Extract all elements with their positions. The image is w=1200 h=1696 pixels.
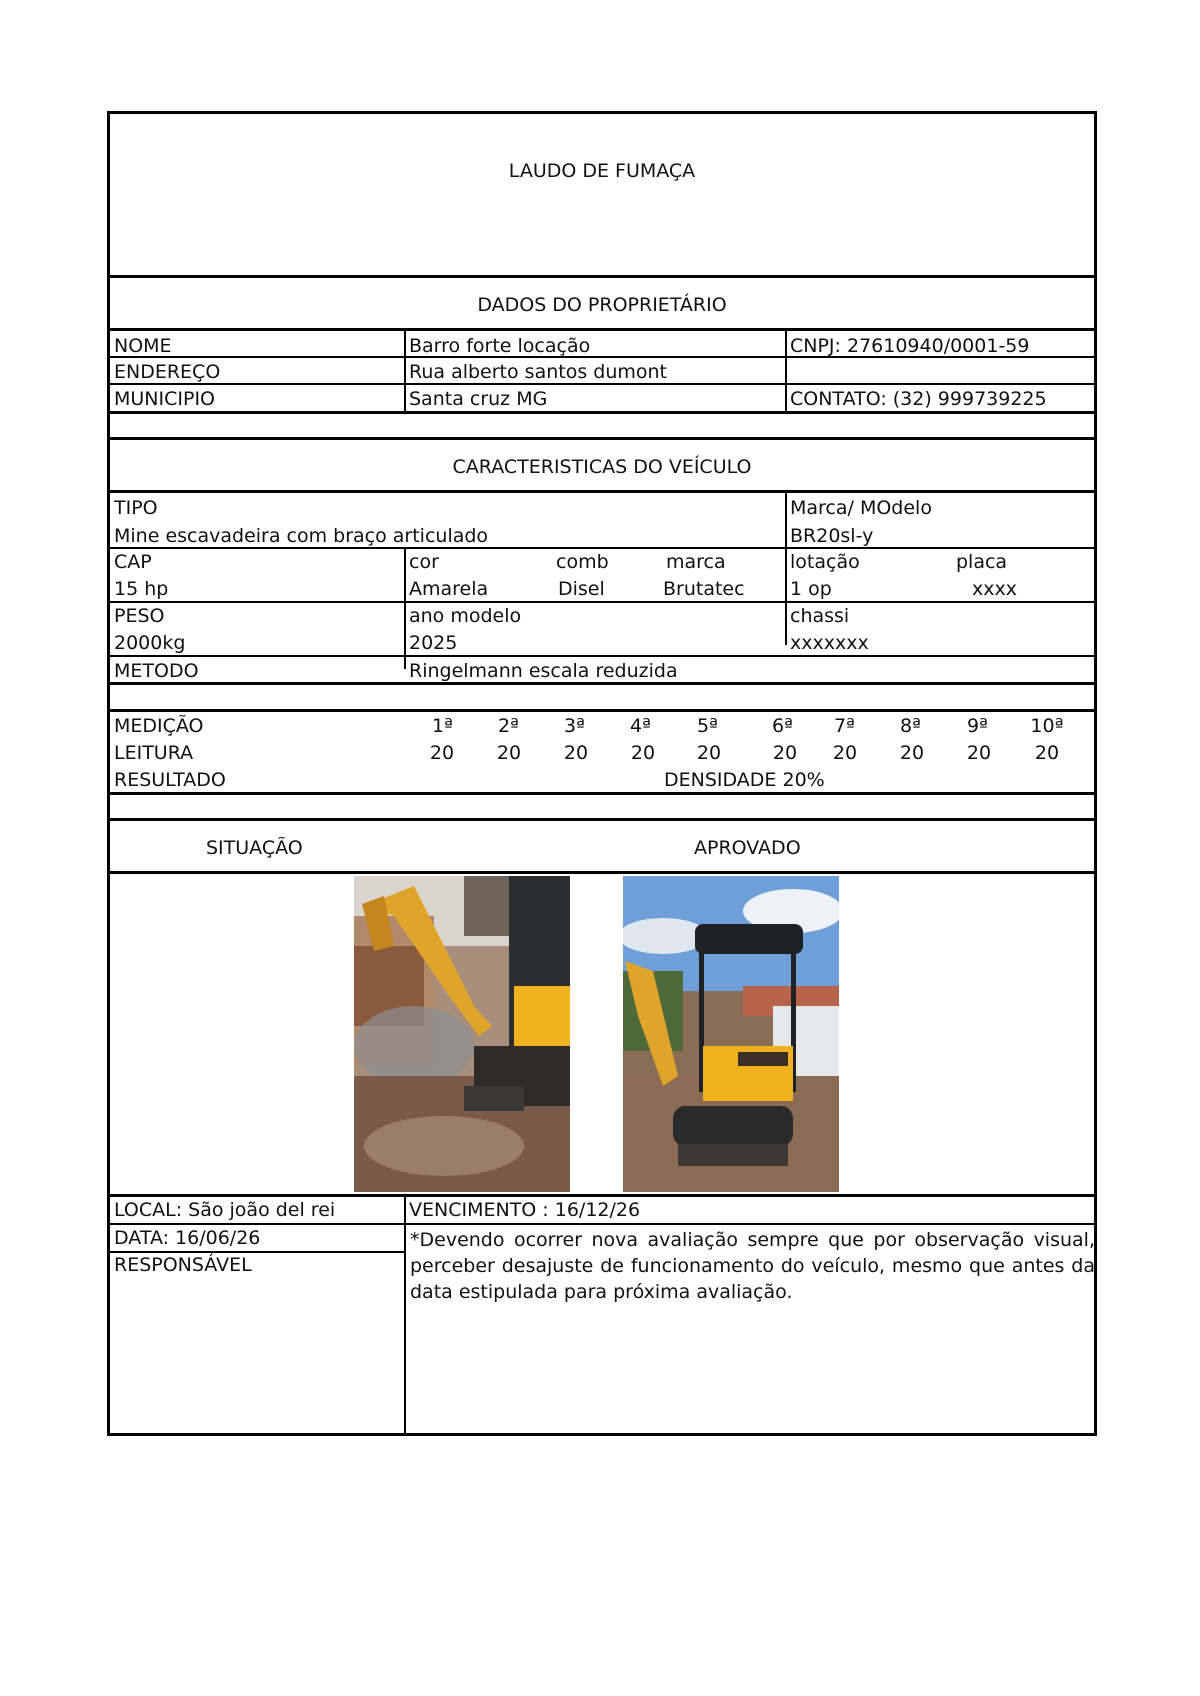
excavator-photo-2 xyxy=(623,876,839,1192)
leitura-value: 20 xyxy=(429,742,455,764)
cor-value: Amarela xyxy=(409,578,489,600)
data-value: DATA: 16/06/26 xyxy=(114,1227,261,1249)
col-divider xyxy=(785,490,787,645)
densidade-result: DENSIDADE 20% xyxy=(664,769,825,791)
placa-label: placa xyxy=(956,551,1008,573)
leitura-value: 20 xyxy=(496,742,522,764)
row-divider xyxy=(110,601,1094,603)
medicao-ordinal: 9ª xyxy=(966,715,989,737)
divider xyxy=(110,1194,1094,1197)
vehicle-section-title: CARACTERISTICAS DO VEÍCULO xyxy=(452,456,752,478)
lotacao-label: lotação xyxy=(790,551,860,573)
resultado-label: RESULTADO xyxy=(114,769,226,791)
marca-modelo-label: Marca/ MOdelo xyxy=(790,497,932,519)
cor-label: cor xyxy=(409,551,439,573)
responsavel-label: RESPONSÁVEL xyxy=(114,1254,252,1276)
medicao-ordinal: 5ª xyxy=(696,715,719,737)
medicao-ordinal: 2ª xyxy=(497,715,520,737)
marca-value: Brutatec xyxy=(663,578,745,600)
tipo-value: Mine escavadeira com braço articulado xyxy=(114,525,489,547)
leitura-label: LEITURA xyxy=(114,742,194,764)
medicao-label: MEDIÇÃO xyxy=(114,715,204,737)
municipio-label: MUNICIPIO xyxy=(114,388,216,410)
divider xyxy=(110,275,1094,278)
divider xyxy=(110,328,1094,331)
row-divider xyxy=(110,356,1094,358)
leitura-value: 20 xyxy=(1034,742,1060,764)
medicao-ordinal: 6ª xyxy=(771,715,794,737)
vencimento-value: VENCIMENTO : 16/12/26 xyxy=(409,1199,641,1221)
metodo-value: Ringelmann escala reduzida xyxy=(409,660,678,682)
chassi-label: chassi xyxy=(790,605,850,627)
col-divider xyxy=(404,328,406,413)
situacao-label: SITUAÇÃO xyxy=(206,837,303,859)
peso-label: PESO xyxy=(114,605,165,627)
ano-modelo-label: ano modelo xyxy=(409,605,522,627)
comb-value: Disel xyxy=(558,578,605,600)
reevaluation-note: *Devendo ocorrer nova avaliação sempre que por observação visual, perceber desajuste de funcionamento do veículo, mesmo que antes da data estipulada para próxima avaliação. xyxy=(410,1229,1095,1303)
peso-value: 2000kg xyxy=(114,632,186,654)
metodo-label: METODO xyxy=(114,660,199,682)
leitura-value: 20 xyxy=(772,742,798,764)
endereco-value: Rua alberto santos dumont xyxy=(409,361,667,383)
nome-label: NOME xyxy=(114,335,172,357)
contato-value: CONTATO: (32) 999739225 xyxy=(790,388,1047,410)
row-divider xyxy=(110,1251,404,1253)
medicao-ordinal: 4ª xyxy=(629,715,652,737)
leitura-value: 20 xyxy=(966,742,992,764)
row-divider xyxy=(110,1223,1094,1225)
nome-value: Barro forte locação xyxy=(409,335,591,357)
divider xyxy=(110,490,1094,493)
lotacao-value: 1 op xyxy=(790,578,832,600)
col-divider xyxy=(785,328,787,413)
medicao-ordinal: 1ª xyxy=(431,715,454,737)
situacao-value: APROVADO xyxy=(694,837,801,859)
row-divider xyxy=(110,383,1094,385)
leitura-value: 20 xyxy=(630,742,656,764)
cap-label: CAP xyxy=(114,551,152,573)
divider xyxy=(110,682,1094,685)
cap-value: 15 hp xyxy=(114,578,169,600)
leitura-value: 20 xyxy=(899,742,925,764)
local-value: LOCAL: São joão del rei xyxy=(114,1199,336,1221)
medicao-ordinal: 10ª xyxy=(1030,715,1064,737)
col-divider xyxy=(404,547,406,669)
divider xyxy=(110,871,1094,874)
divider xyxy=(110,709,1094,712)
owner-section-title: DADOS DO PROPRIETÁRIO xyxy=(477,294,727,316)
medicao-ordinal: 8ª xyxy=(899,715,922,737)
row-divider xyxy=(110,547,1094,549)
placa-value: xxxx xyxy=(972,578,1017,600)
tipo-label: TIPO xyxy=(114,497,158,519)
divider xyxy=(110,411,1094,414)
comb-label: comb xyxy=(556,551,609,573)
cnpj-value: CNPJ: 27610940/0001-59 xyxy=(790,335,1030,357)
excavator-photo-1 xyxy=(354,876,570,1192)
row-divider xyxy=(110,655,1094,657)
divider xyxy=(110,818,1094,821)
report-table xyxy=(107,111,1097,1436)
divider xyxy=(110,792,1094,795)
leitura-value: 20 xyxy=(832,742,858,764)
marca-modelo-value: BR20sl-y xyxy=(790,525,874,547)
divider xyxy=(110,437,1094,440)
leitura-value: 20 xyxy=(696,742,722,764)
ano-modelo-value: 2025 xyxy=(409,632,458,654)
medicao-ordinal: 7ª xyxy=(833,715,856,737)
report-title: LAUDO DE FUMAÇA xyxy=(508,160,696,182)
chassi-value: xxxxxxx xyxy=(790,632,869,654)
municipio-value: Santa cruz MG xyxy=(409,388,548,410)
marca-label: marca xyxy=(666,551,726,573)
leitura-value: 20 xyxy=(563,742,589,764)
endereco-label: ENDEREÇO xyxy=(114,361,221,383)
medicao-ordinal: 3ª xyxy=(563,715,586,737)
col-divider xyxy=(404,1194,406,1436)
